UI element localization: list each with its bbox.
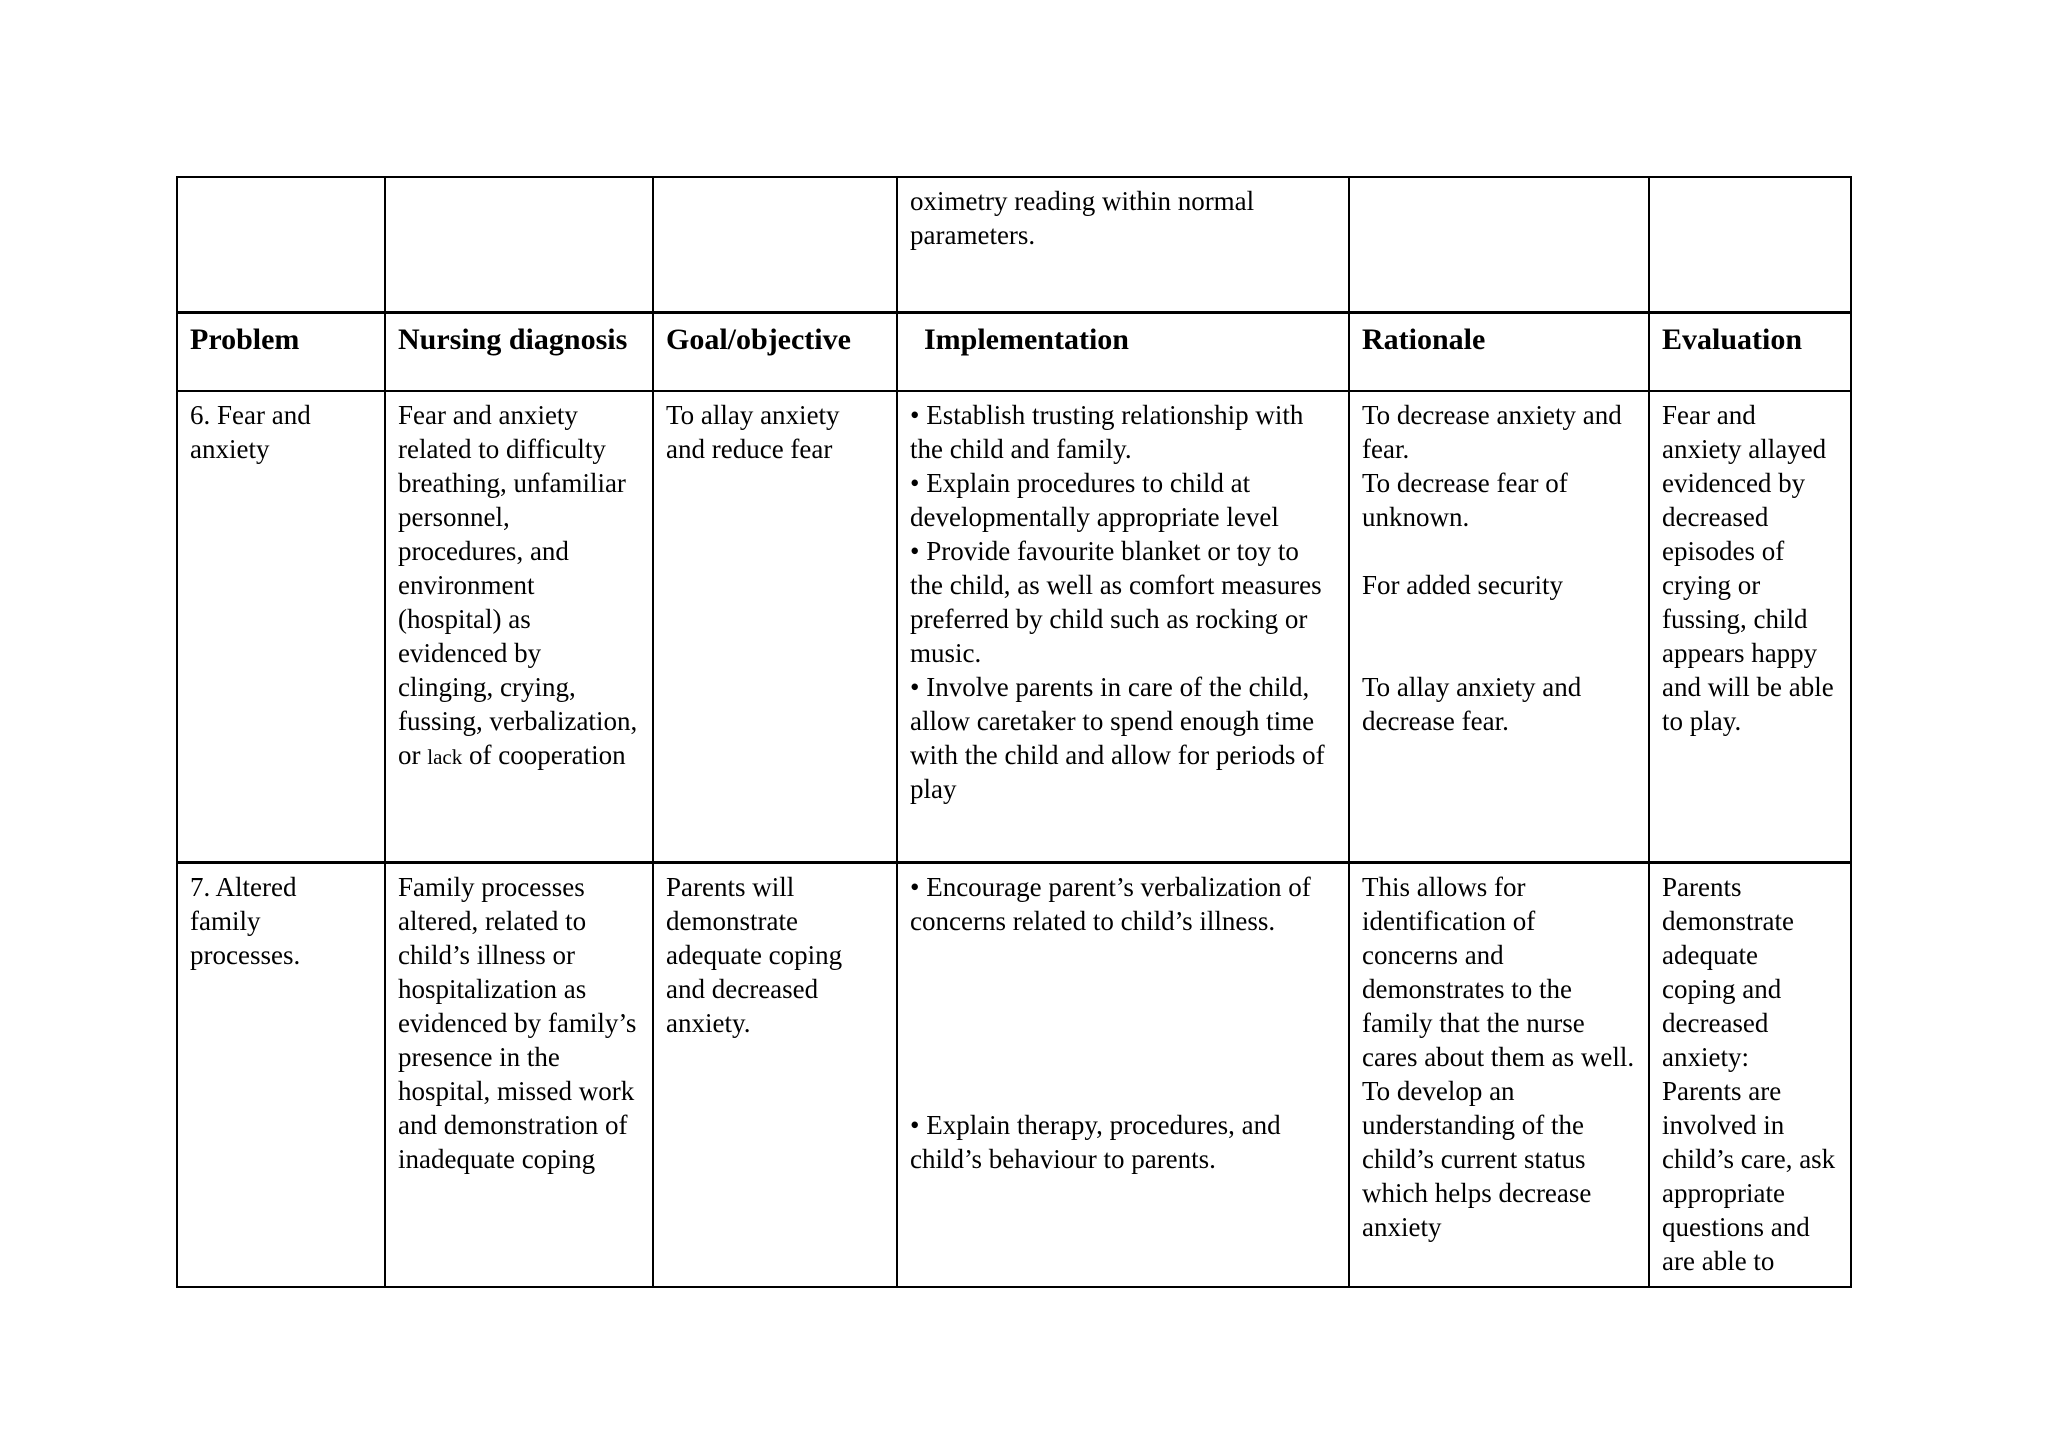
cell-r6-goal-objective <box>654 392 898 864</box>
header-problem: Problem <box>178 311 386 392</box>
text-run: • Encourage parent’s verbalization of concerns related to child’s illness. <box>910 872 1311 936</box>
cell-r6-implementation <box>898 392 1350 864</box>
text-run: Fear and anxiety related to difficulty breathing, unfamiliar personnel, procedures, and environment (hospital) as evidenced by clinging, crying, fussing, verbalization, or <box>398 400 638 770</box>
cell-top-nursing-diagnosis <box>386 178 654 311</box>
paragraph <box>1662 870 1838 1074</box>
paragraph <box>910 184 1336 252</box>
text-run: For added security <box>1362 570 1563 600</box>
paragraph <box>1362 870 1636 1074</box>
text-run: To decrease fear of unknown. <box>1362 468 1568 532</box>
text-run: 7. Altered family processes. <box>190 872 301 970</box>
cell-top-rationale <box>1350 178 1650 311</box>
cell-r7-nursing-diagnosis <box>386 864 654 1286</box>
text-run: • Explain therapy, procedures, and child’s behaviour to parents. <box>910 1110 1281 1174</box>
paragraph <box>910 534 1336 670</box>
header-evaluation: Evaluation <box>1650 311 1850 392</box>
paragraph <box>666 398 884 466</box>
cell-top-evaluation <box>1650 178 1850 311</box>
header-implementation: Implementation <box>898 311 1350 392</box>
paragraph <box>910 1108 1336 1176</box>
cell-r7-problem <box>178 864 386 1286</box>
cell-top-problem <box>178 178 386 311</box>
text-run: Family processes altered, related to child’s illness or hospitalization as evidenced by family’s presence in the hospital, missed work and demonstration of inadequate coping <box>398 872 637 1174</box>
text-run: • Establish trusting relationship with the child and family. <box>910 400 1304 464</box>
text-run: Parents are involved in child’s care, ask appropriate questions and are able to <box>1662 1076 1836 1276</box>
text-run: of cooperation <box>462 740 626 770</box>
paragraph <box>910 398 1336 466</box>
text-run: lack <box>427 745 463 769</box>
text-run: To develop an understanding of the child’s current status which helps decrease anxiety <box>1362 1076 1592 1242</box>
paragraph <box>1362 670 1636 738</box>
paragraph <box>398 398 640 774</box>
paragraph <box>1362 568 1636 602</box>
text-run: 6. Fear and anxiety <box>190 400 311 464</box>
paragraph <box>1662 1074 1838 1278</box>
paragraph <box>910 466 1336 534</box>
cell-r6-rationale <box>1350 392 1650 864</box>
text-run: To decrease anxiety and fear. <box>1362 400 1622 464</box>
paragraph <box>398 870 640 1176</box>
paragraph <box>190 398 372 466</box>
text-run: • Provide favourite blanket or toy to the child, as well as comfort measures preferred by child such as rocking or music. <box>910 536 1322 668</box>
text-run: Fear and anxiety allayed evidenced by decreased episodes of crying or fussing, child appears happy and will be able to play. <box>1662 400 1834 736</box>
text-run: • Explain procedures to child at developmentally appropriate level <box>910 468 1279 532</box>
cell-r7-rationale <box>1350 864 1650 1286</box>
cell-r7-goal-objective <box>654 864 898 1286</box>
text-run: Parents will demonstrate adequate coping and decreased anxiety. <box>666 872 843 1038</box>
care-plan-table <box>176 176 1852 1288</box>
paragraph <box>1662 398 1838 738</box>
header-rationale: Rationale <box>1350 311 1650 392</box>
text-run: To allay anxiety and decrease fear. <box>1362 672 1582 736</box>
text-run: Parents demonstrate adequate coping and decreased anxiety: <box>1662 872 1794 1072</box>
cell-r6-problem <box>178 392 386 864</box>
cell-r6-nursing-diagnosis <box>386 392 654 864</box>
paragraph <box>910 670 1336 806</box>
cell-r7-evaluation <box>1650 864 1850 1286</box>
paragraph <box>190 870 372 972</box>
cell-top-goal-objective <box>654 178 898 311</box>
text-run: oximetry reading within normal parameters. <box>910 186 1255 250</box>
cell-r7-implementation <box>898 864 1350 1286</box>
text-run: To allay anxiety and reduce fear <box>666 400 840 464</box>
header-goal-objective: Goal/objective <box>654 311 898 392</box>
paragraph <box>1362 466 1636 534</box>
paragraph <box>1362 1074 1636 1244</box>
paragraph <box>1362 398 1636 466</box>
cell-r6-evaluation <box>1650 392 1850 864</box>
text-run: This allows for identification of concerns and demonstrates to the family that the nurse cares about them as well. <box>1362 872 1635 1072</box>
header-nursing-diagnosis: Nursing diagnosis <box>386 311 654 392</box>
cell-top-implementation <box>898 178 1350 311</box>
text-run: • Involve parents in care of the child, allow caretaker to spend enough time with the child and allow for periods of play <box>910 672 1325 804</box>
paragraph <box>910 870 1336 938</box>
paragraph <box>666 870 884 1040</box>
